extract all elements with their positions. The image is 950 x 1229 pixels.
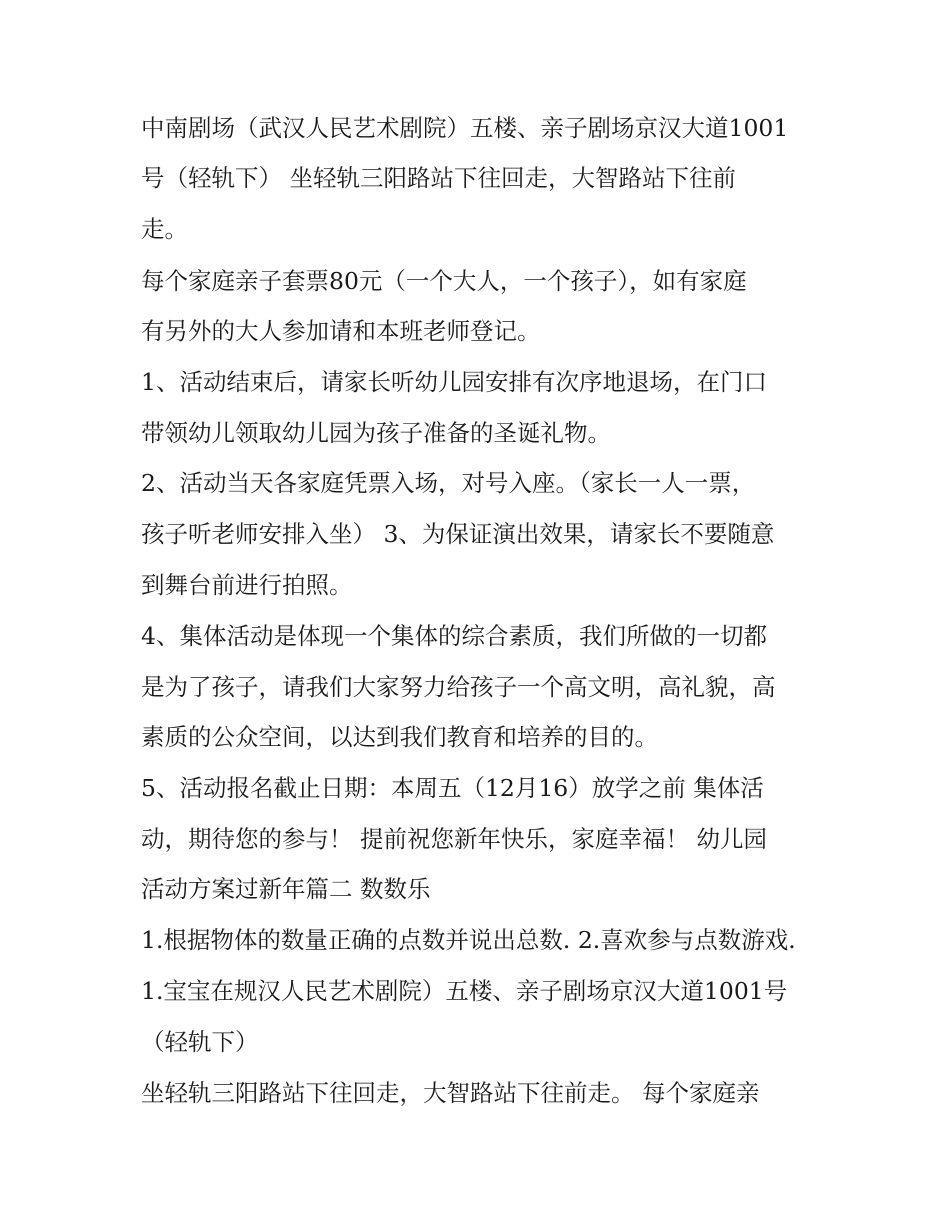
text-line: 1.宝宝在规汉人民艺术剧院）五楼、亲子剧场京汉大道1001号 [141, 977, 788, 1005]
text-line: 带领幼儿领取幼儿园为孩子准备的圣诞礼物。 [141, 419, 611, 447]
text-line: 5、活动报名截止日期：本周五（12月16）放学之前 集体活 [141, 774, 764, 802]
text-line: 活动方案过新年篇二 数数乐 [141, 875, 431, 903]
text-line: 1.根据物体的数量正确的点数并说出总数. 2.喜欢参与点数游戏. [141, 926, 796, 954]
text-line: （轻轨下） [141, 1028, 259, 1056]
text-line: 有另外的大人参加请和本班老师登记。 [141, 317, 541, 345]
text-line: 4、集体活动是体现一个集体的综合素质，我们所做的一切都 [141, 622, 767, 650]
text-line: 走。 [141, 215, 188, 243]
text-line: 2、活动当天各家庭凭票入场，对号入座。（家长一人一票， [141, 469, 756, 497]
text-line: 1、活动结束后，请家长听幼儿园安排有次序地退场，在门口 [141, 368, 767, 396]
text-line: 素质的公众空间，以达到我们教育和培养的目的。 [141, 723, 658, 751]
text-line: 每个家庭亲子套票80元（一个大人，一个孩子），如有家庭 [141, 267, 747, 295]
text-line: 是为了孩子，请我们大家努力给孩子一个高文明，高礼貌，高 [141, 673, 776, 701]
text-line: 号（轻轨下） 坐轻轨三阳路站下往回走，大智路站下往前 [141, 164, 736, 192]
text-line: 到舞台前进行拍照。 [141, 571, 353, 599]
text-line: 孩子听老师安排入坐） 3、为保证演出效果，请家长不要随意 [141, 520, 775, 548]
text-line: 动，期待您的参与！ 提前祝您新年快乐，家庭幸福！ 幼儿园 [141, 825, 767, 853]
text-line: 坐轻轨三阳路站下往回走，大智路站下往前走。 每个家庭亲 [141, 1079, 760, 1107]
text-line: 中南剧场（武汉人民艺术剧院）五楼、亲子剧场京汉大道1001 [141, 114, 789, 142]
